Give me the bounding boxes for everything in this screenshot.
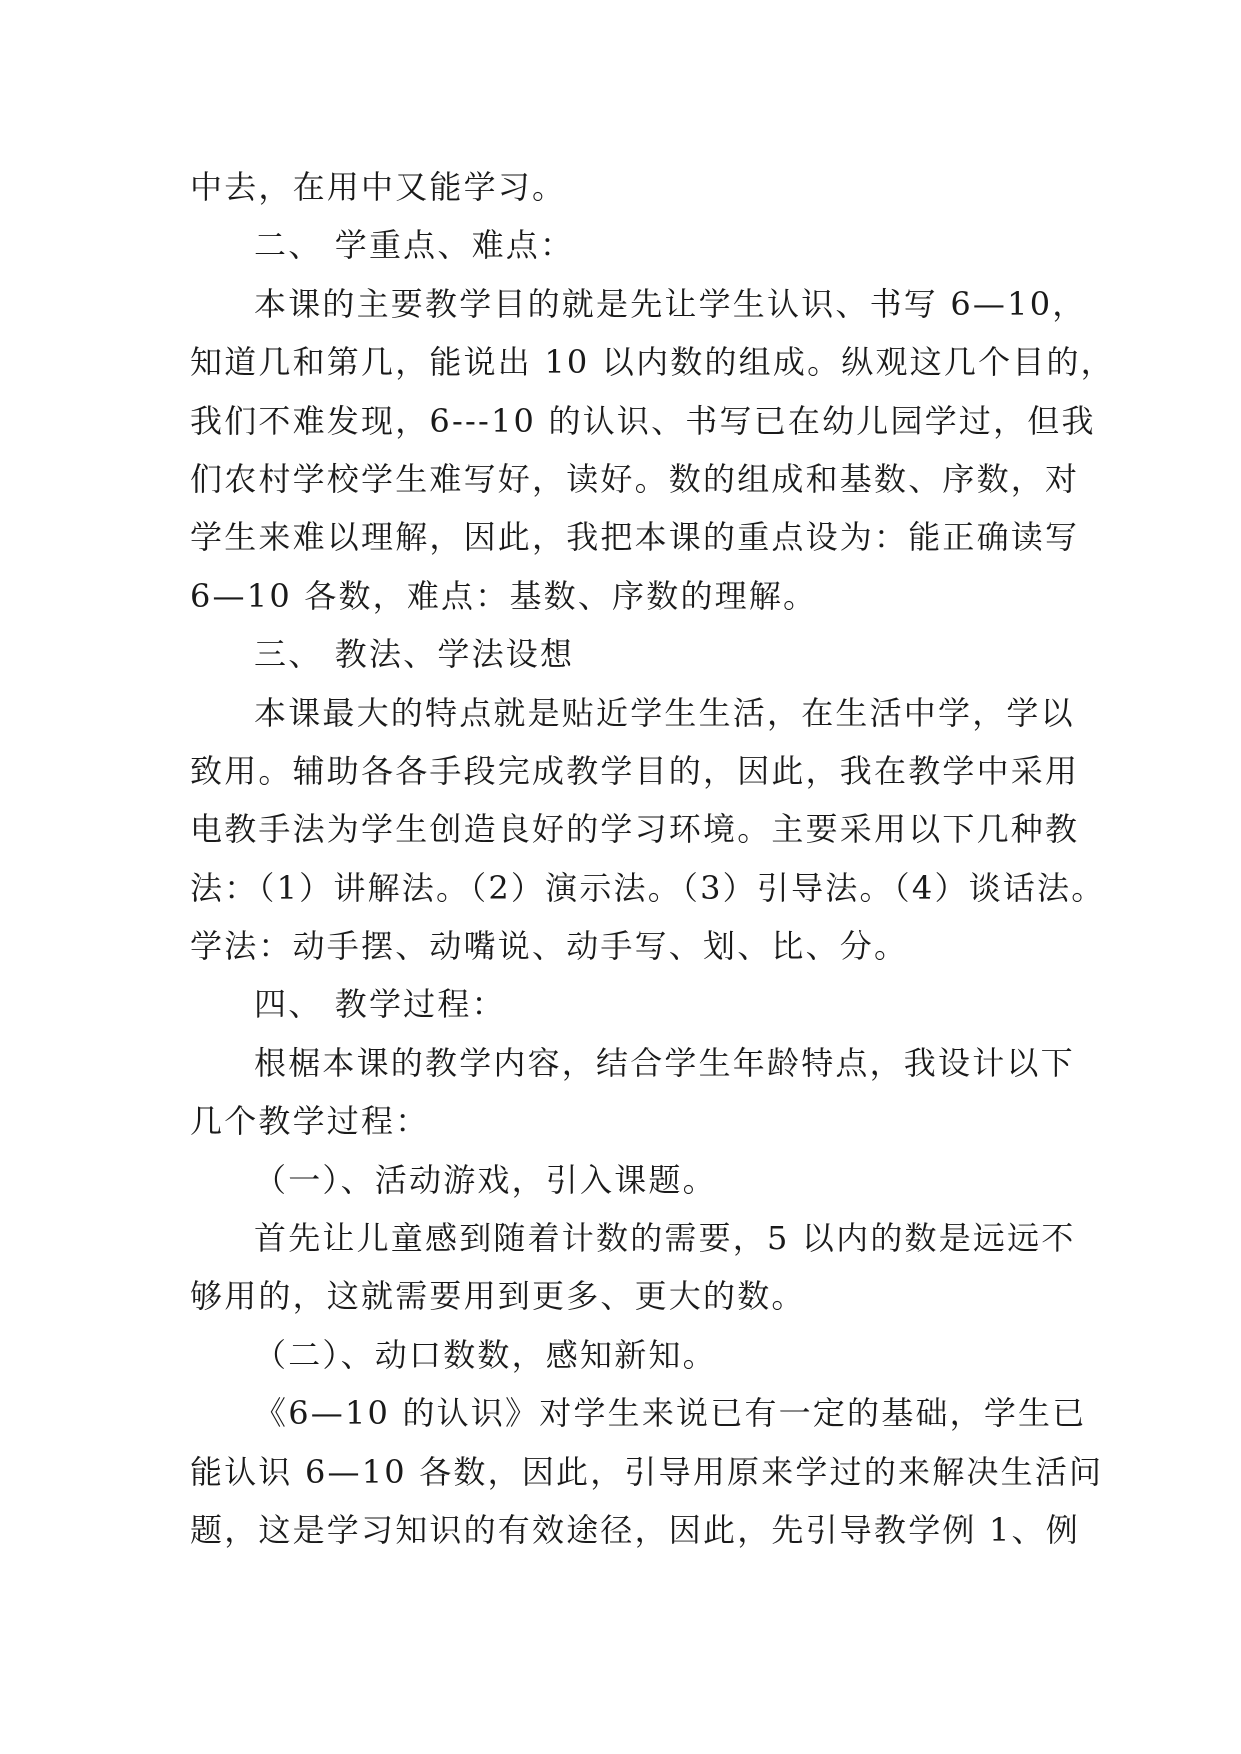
text-line: 我们不难发现，6---10 的认识、书写已在幼儿园学过，但我 bbox=[190, 401, 1096, 440]
text-line: 学法：动手摆、动嘴说、动手写、划、比、分。 bbox=[190, 927, 909, 966]
text-line: 够用的，这就需要用到更多、更大的数。 bbox=[190, 1277, 806, 1316]
text-line: 本课最大的特点就是贴近学生生活，在生活中学，学以 bbox=[254, 693, 1075, 732]
text-line: 题，这是学习知识的有效途径，因此，先引导教学例 1、例 bbox=[190, 1510, 1080, 1549]
document-body bbox=[190, 158, 1115, 1559]
text-line: 根椐本课的教学内容，结合学生年龄特点，我设计以下 bbox=[254, 1043, 1075, 1082]
text-line: 本课的主要教学目的就是先让学生认识、书写 6—10， bbox=[254, 284, 1087, 323]
text-line: 《6—10 的认识》对学生来说已有一定的基础，学生已 bbox=[254, 1394, 1087, 1433]
text-line: 致用。辅助各各手段完成教学目的，因此，我在教学中采用 bbox=[190, 751, 1080, 790]
text-line: 首先让儿童感到随着计数的需要，5 以内的数是远远不 bbox=[254, 1219, 1076, 1258]
text-line: 学生来难以理解，因此，我把本课的重点设为：能正确读写 bbox=[190, 518, 1080, 557]
text-line: 们农村学校学生难写好，读好。数的组成和基数、序数，对 bbox=[190, 459, 1080, 498]
text-line: 三、 教法、学法设想 bbox=[254, 635, 575, 674]
text-line: 几个教学过程： bbox=[190, 1102, 430, 1141]
text-line: 四、 教学过程： bbox=[254, 985, 506, 1024]
text-line: 能认识 6—10 各数，因此，引导用原来学过的来解决生活问 bbox=[190, 1452, 1104, 1491]
text-line: 6—10 各数，难点：基数、序数的理解。 bbox=[190, 576, 818, 615]
text-line: 二、 学重点、难点： bbox=[254, 226, 575, 265]
text-line: （二）、动口数数，感知新知。 bbox=[254, 1335, 717, 1374]
text-line: 中去，在用中又能学习。 bbox=[190, 168, 567, 206]
text-line: （一）、活动游戏，引入课题。 bbox=[254, 1160, 717, 1199]
text-line: 知道几和第几，能说出 10 以内数的组成。纵观这几个目的， bbox=[190, 343, 1115, 382]
text-line: 电教手法为学生创造良好的学习环境。主要采用以下几种教 bbox=[190, 810, 1080, 849]
text-line: 法：（1）讲解法。（2）演示法。（3）引导法。（4）谈话法。 bbox=[190, 868, 1106, 907]
